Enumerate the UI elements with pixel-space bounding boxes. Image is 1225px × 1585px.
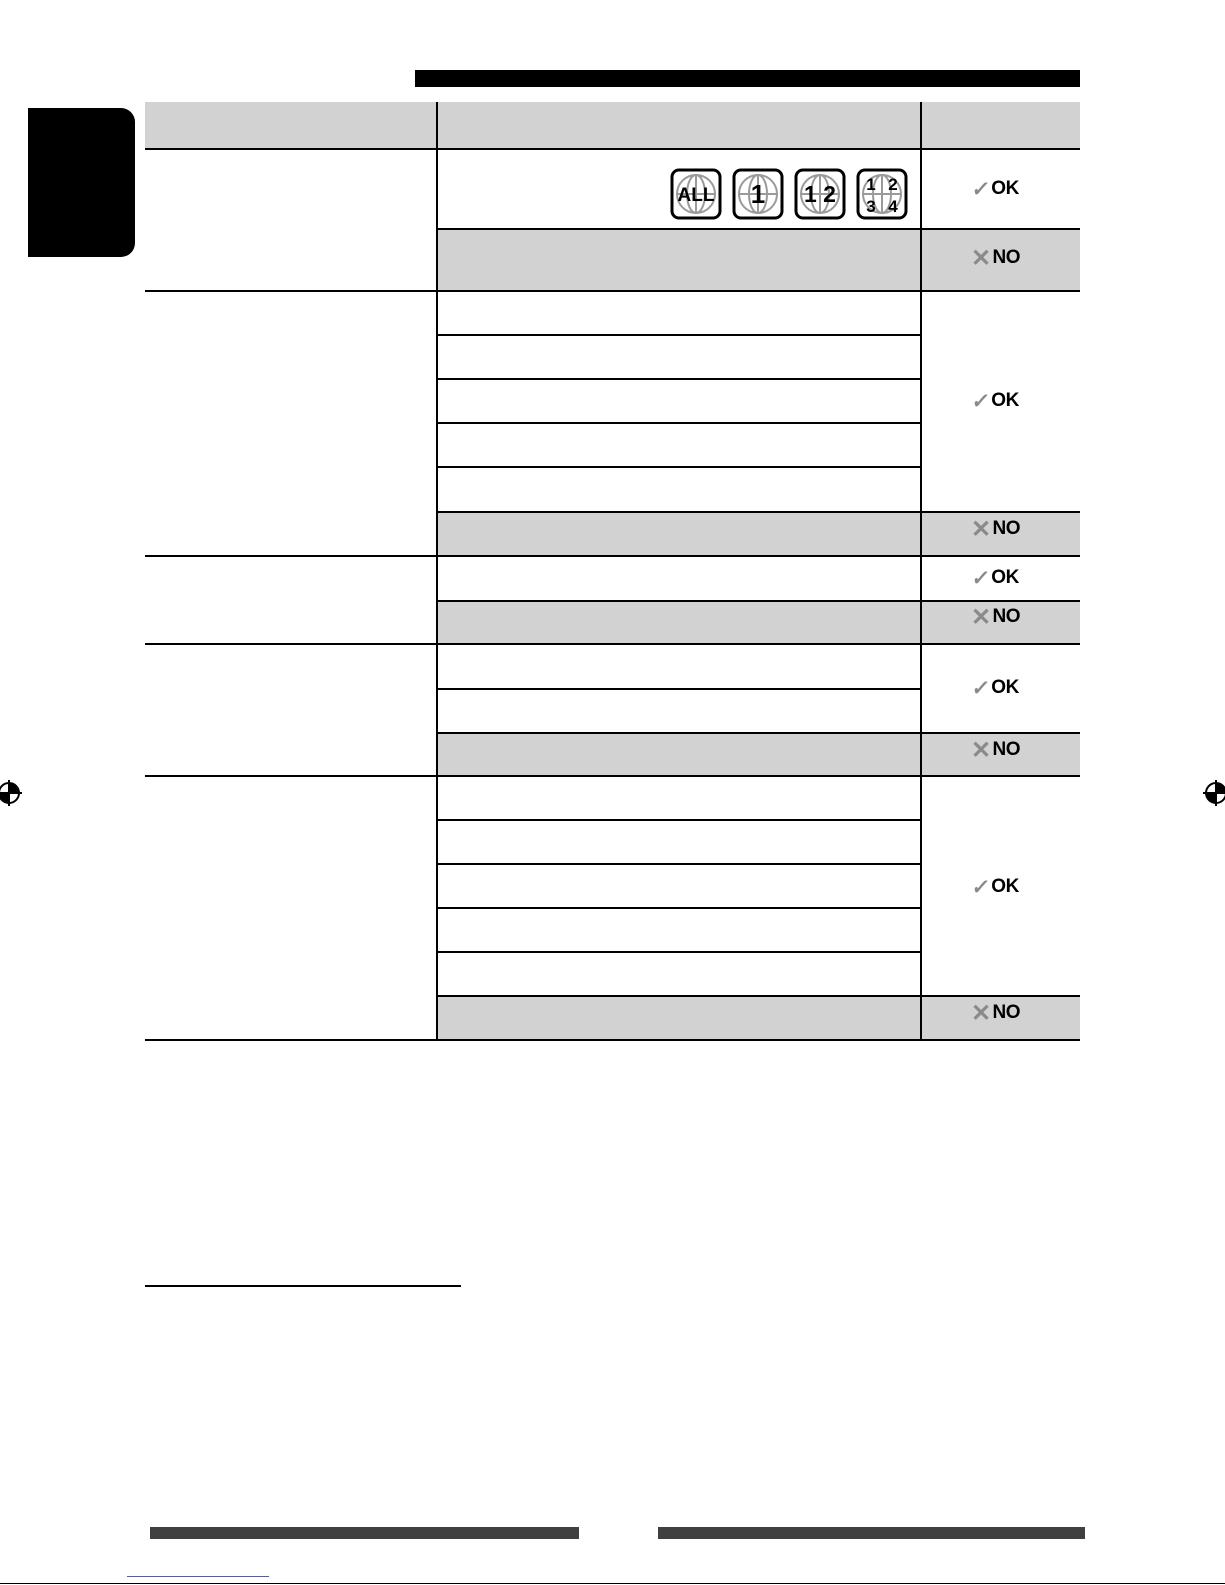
ok-mark: [922, 872, 1069, 902]
ok-label: OK: [991, 876, 1019, 897]
sub-row-rule: [438, 995, 1080, 997]
no-mark: [922, 514, 1069, 544]
svg-text:1: 1: [750, 179, 766, 209]
svg-text:1 2: 1 2: [804, 181, 836, 207]
sub-row-rule: [438, 422, 922, 424]
no-mark: [922, 998, 1069, 1028]
sub-row-rule: [438, 907, 922, 909]
no-mark: [922, 243, 1069, 273]
sub-row-rule: [438, 511, 1080, 513]
row-rule: [145, 643, 1080, 645]
no-mark: [922, 735, 1069, 765]
region-1-2-icon: [794, 168, 846, 220]
sub-row-rule: [438, 863, 922, 865]
no-label: NO: [992, 518, 1021, 539]
sub-row-rule: [438, 378, 922, 380]
ok-label: OK: [991, 567, 1019, 588]
disc-compatibility-table: [145, 102, 1080, 1045]
svg-text:4: 4: [888, 197, 898, 216]
no-mark: [922, 602, 1069, 632]
sub-row-rule: [438, 732, 1080, 734]
table-header-row: [145, 102, 1080, 149]
region-all-icon: [670, 168, 722, 220]
footer-bar-left: [150, 1527, 579, 1539]
sub-row-rule: [438, 466, 922, 468]
ok-mark: [922, 174, 1069, 204]
ok-label: OK: [991, 677, 1019, 698]
row-rule: [145, 290, 1080, 292]
region-1-2-3-4-icon: [856, 168, 908, 220]
check-icon: ✓: [970, 389, 991, 413]
cross-icon: ✕: [970, 515, 991, 543]
footer-underline: [127, 1576, 269, 1577]
check-icon: ✓: [970, 676, 991, 700]
ok-label: OK: [991, 390, 1019, 411]
region-1-icon: [732, 168, 784, 220]
check-icon: ✓: [970, 566, 991, 590]
row-rule: [145, 775, 1080, 777]
section-header-bar: [415, 70, 1080, 87]
svg-text:3: 3: [866, 197, 876, 216]
cross-icon: ✕: [970, 999, 991, 1027]
check-icon: ✓: [970, 177, 991, 201]
sub-row-rule: [438, 334, 922, 336]
cross-icon: ✕: [970, 244, 991, 272]
check-icon: ✓: [970, 875, 991, 899]
registration-mark-right-icon: [1203, 780, 1225, 806]
cross-icon: ✕: [970, 603, 991, 631]
cross-icon: ✕: [970, 736, 991, 764]
registration-mark-left-icon: [0, 780, 22, 806]
svg-text:2: 2: [888, 175, 898, 194]
column-rule: [436, 102, 438, 1041]
no-label: NO: [992, 1002, 1021, 1023]
svg-text:1: 1: [866, 175, 876, 194]
row-rule: [145, 555, 1080, 557]
ok-label: OK: [991, 178, 1019, 199]
ok-mark: [922, 386, 1069, 416]
sub-row-rule: [438, 228, 1080, 230]
sub-row-rule: [438, 819, 922, 821]
row-rule: [145, 1039, 1080, 1041]
ok-mark: [922, 673, 1069, 703]
footnote-rule: [145, 1285, 461, 1287]
no-label: NO: [992, 739, 1021, 760]
sub-row-rule: [438, 951, 922, 953]
page-edge-line: [0, 1583, 1225, 1584]
sub-row-rule: [438, 688, 922, 690]
svg-text:ALL: ALL: [677, 185, 715, 206]
ok-mark: [922, 563, 1069, 593]
no-label: NO: [992, 247, 1021, 268]
row-rule: [145, 148, 1080, 150]
language-tab: [28, 108, 135, 257]
footer-bar-right: [658, 1527, 1085, 1539]
no-label: NO: [992, 606, 1021, 627]
